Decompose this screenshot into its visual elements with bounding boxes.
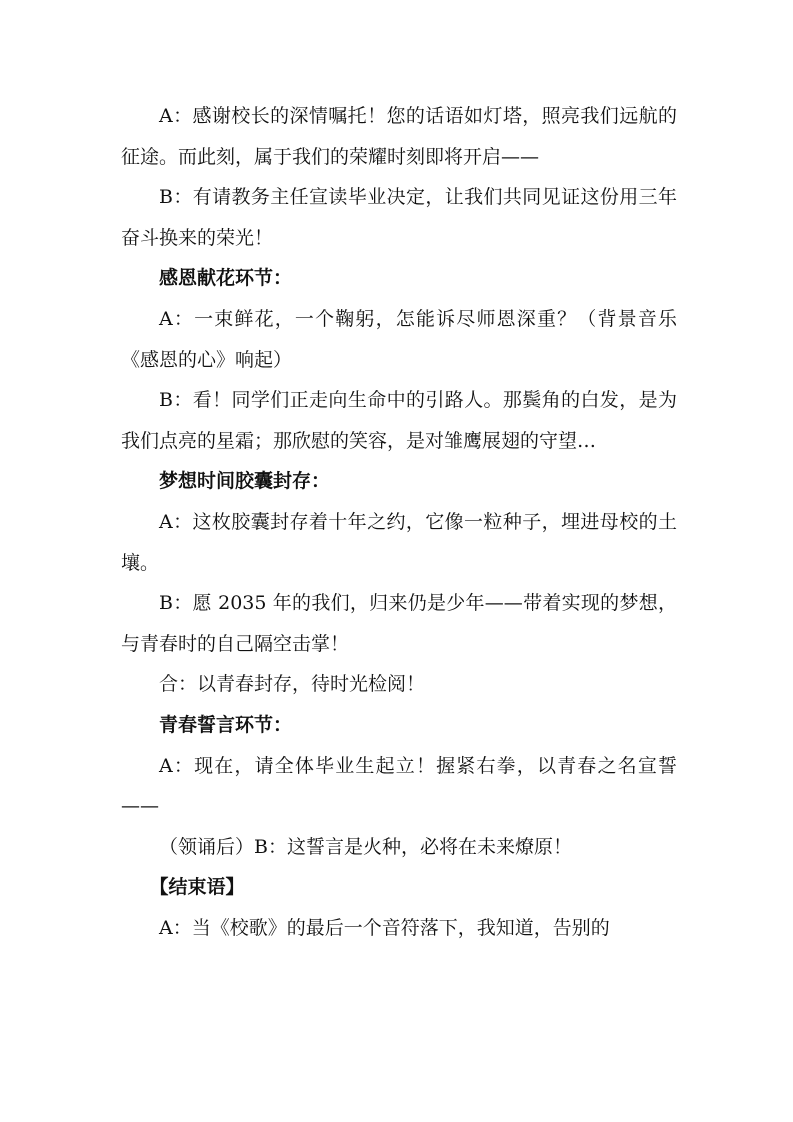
paragraph-a-school-song: A：当《校歌》的最后一个音符落下，我知道，告别的 [159, 916, 610, 939]
section-heading-closing: 【结束语】 [149, 876, 245, 899]
paragraph-b-after-oath: （领诵后）B：这誓言是火种，必将在未来燎原！ [159, 835, 572, 858]
paragraph-b-2035: B：愿 2035 年的我们，归来仍是少年——带着实现的梦想，与青春时的自己隔空击掌！ [121, 592, 677, 655]
paragraph-a-flowers: A：一束鲜花，一个鞠躬，怎能诉尽师恩深重？（背景音乐《感恩的心》响起） [121, 307, 677, 371]
paragraph-a-thanks-principal: A：感谢校长的深情嘱托！您的话语如灯塔，照亮我们远航的征途。而此刻，属于我们的荣耀时刻即将开启—— [121, 105, 677, 168]
paragraph-together: 合：以青春封存，待时光检阅！ [159, 673, 426, 696]
section-heading-youth-oath: 青春誓言环节： [159, 713, 293, 736]
section-heading-time-capsule: 梦想时间胶囊封存： [159, 470, 331, 493]
paragraph-a-oath: A：现在，请全体毕业生起立！握紧右拳，以青春之名宣誓—— [121, 754, 677, 818]
paragraph-a-capsule: A：这枚胶囊封存着十年之约，它像一粒种子，埋进母校的土壤。 [121, 510, 677, 574]
paragraph-b-graduation-decision: B：有请教务主任宣读毕业决定，让我们共同见证这份用三年奋斗换来的荣光！ [121, 186, 677, 249]
paragraph-b-mentors: B：看！同学们正走向生命中的引路人。那鬓角的白发，是为我们点亮的星霜；那欣慰的笑容，是对雏鹰展翅的守望… [121, 389, 677, 452]
document-body [121, 96, 677, 948]
section-heading-flower-gratitude: 感恩献花环节： [159, 267, 293, 290]
